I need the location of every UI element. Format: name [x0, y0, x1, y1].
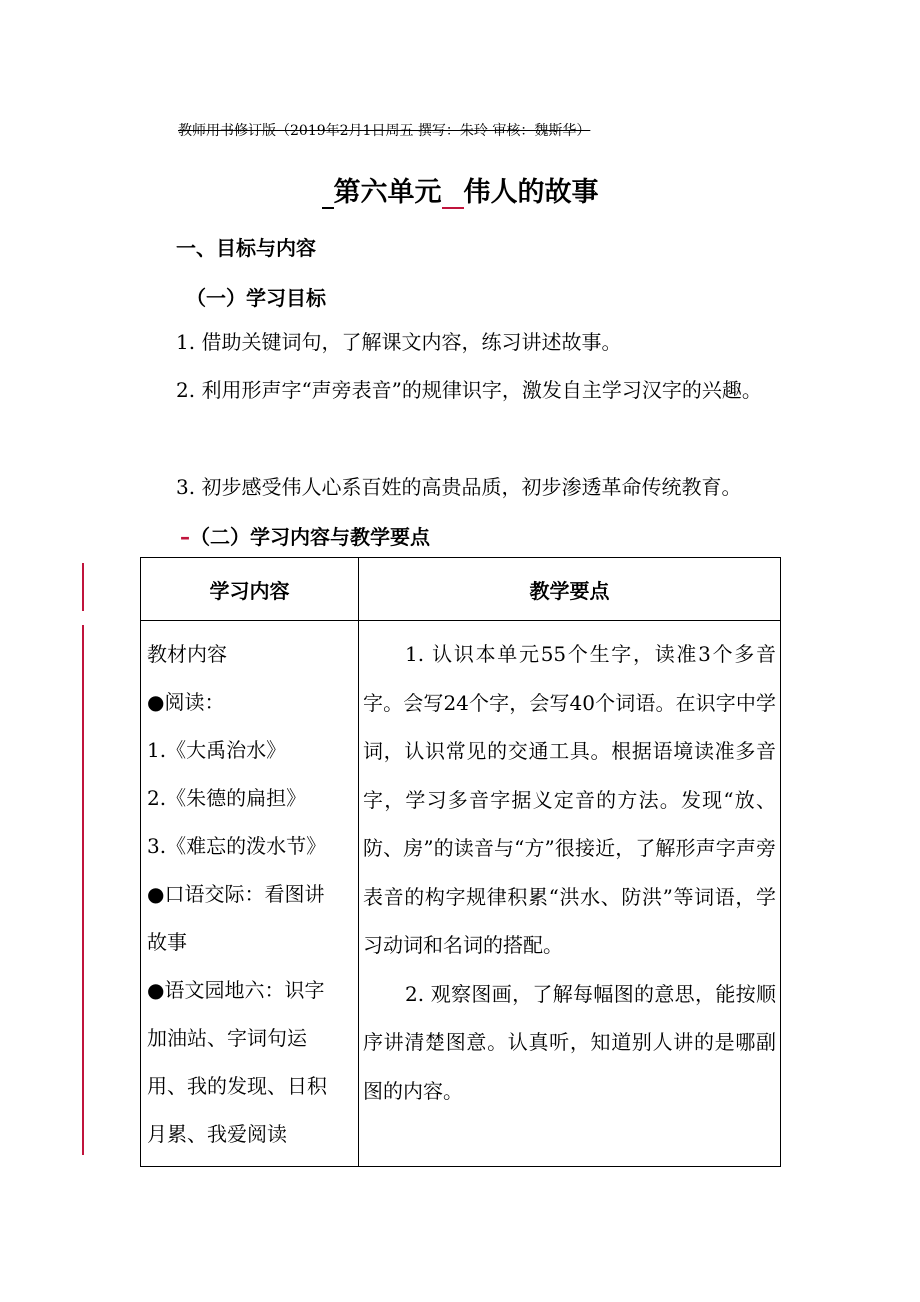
subsection-heading-learning-goals: （一）学习目标: [186, 286, 326, 310]
goal-item-2: 2. 利用形声字“声旁表音”的规律识字，激发自主学习汉字的兴趣。: [176, 378, 762, 402]
teaching-point-1: 1. 认识本单元55个生字，读准3个多音字。会写24个字，会写40个词语。在识字中学词，认识常见的交通工具。根据语境读准多音字，学习多音字据义定音的方法。发现“放、防、房”的读音与“方”很接近，了解形声字声旁表音的构字规律积累“洪水、防洪”等词语，学习动词和名词的搭配。: [363, 642, 776, 957]
title-topic: 伟人的故事: [463, 177, 599, 208]
list-item: ●口语交际：看图讲: [147, 882, 325, 906]
title-underline-mid: [442, 183, 464, 209]
table-header-row: [141, 558, 781, 621]
list-item: ●阅读：: [147, 690, 225, 714]
header-learning-content: 学习内容: [141, 558, 359, 621]
header-teaching-points: 教学要点: [359, 558, 781, 621]
list-item: 用、我的发现、日积: [147, 1074, 327, 1098]
revision-bar: [82, 563, 84, 611]
revision-header-note: 教师用书修订版（2019年2月1日周五 撰写：朱玲 审核：魏斯华）: [178, 123, 591, 139]
page-title: [0, 170, 920, 209]
goal-item-1: 1. 借助关键词句，了解课文内容，练习讲述故事。: [176, 330, 622, 354]
list-item: 月累、我爱阅读: [147, 1122, 287, 1146]
teaching-point-2: 2. 观察图画，了解每幅图的意思，能按顺序讲清楚图意。认真听，知道别人讲的是哪副图的内容。: [363, 981, 776, 1103]
list-item: 1.《大禹治水》: [147, 738, 287, 762]
subsection-heading-text: （二）学习内容与教学要点: [190, 525, 430, 549]
title-underline-left: [322, 183, 334, 209]
section-heading-goals-content: 一、目标与内容: [176, 236, 316, 260]
subsection-heading-content-points: [180, 521, 430, 550]
learning-content-cell: [141, 621, 359, 1167]
content-table: [140, 557, 781, 1167]
table-row: [141, 621, 781, 1167]
teaching-points-cell: [359, 621, 781, 1167]
revision-mark: –: [180, 525, 190, 549]
list-item: 3.《难忘的泼水节》: [147, 834, 327, 858]
list-item: 加油站、字词句运: [147, 1026, 307, 1050]
goal-item-3: 3. 初步感受伟人心系百姓的高贵品质，初步渗透革命传统教育。: [176, 475, 742, 499]
title-unit: 第六单元: [333, 177, 442, 208]
list-item: 故事: [147, 930, 187, 954]
list-item: 教材内容: [147, 642, 227, 666]
list-item: 2.《朱德的扁担》: [147, 786, 307, 810]
list-item: ●语文园地六：识字: [147, 978, 325, 1002]
revision-bar: [82, 625, 84, 1155]
